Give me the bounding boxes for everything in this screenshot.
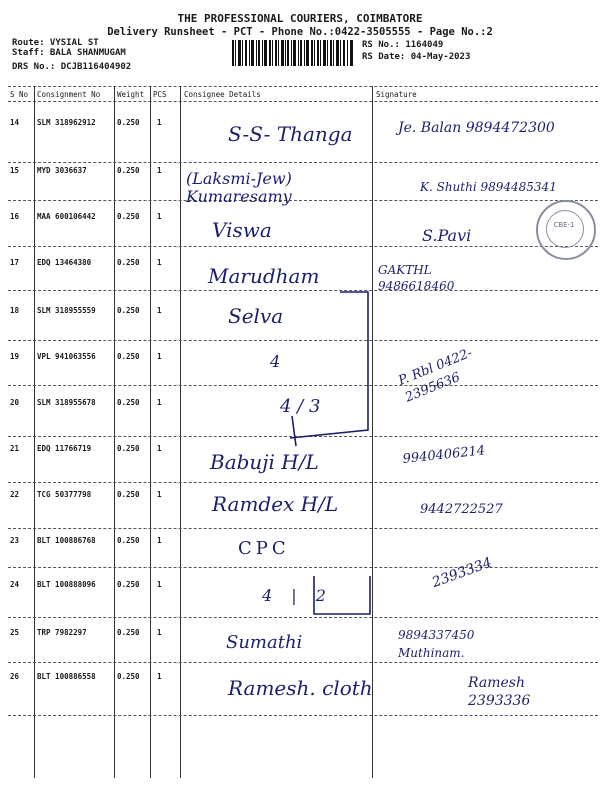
row-sno: 15 bbox=[10, 166, 20, 175]
handwritten-bracket-mark bbox=[300, 570, 380, 620]
row-weight: 0.250 bbox=[117, 352, 140, 361]
row-pcs: 1 bbox=[157, 352, 162, 361]
column-divider bbox=[180, 86, 181, 778]
row-consignee-handwritten: Marudham bbox=[208, 264, 320, 288]
row-weight: 0.250 bbox=[117, 444, 140, 453]
row-pcs: 1 bbox=[157, 212, 162, 221]
column-header-signature: Signature bbox=[376, 90, 417, 99]
row-sno: 24 bbox=[10, 580, 20, 589]
row-weight: 0.250 bbox=[117, 118, 140, 127]
column-divider bbox=[150, 86, 151, 778]
row-weight: 0.250 bbox=[117, 490, 140, 499]
column-divider bbox=[34, 86, 35, 778]
row-weight: 0.250 bbox=[117, 628, 140, 637]
route-label: Route: VYSIAL ST bbox=[12, 38, 99, 48]
row-consignment: MAA 600106442 bbox=[37, 212, 96, 221]
row-signature: S.Pavi bbox=[422, 226, 472, 245]
row-weight: 0.250 bbox=[117, 672, 140, 681]
row-weight: 0.250 bbox=[117, 398, 140, 407]
row-consignee-handwritten: Sumathi bbox=[226, 632, 303, 653]
row-consignee-handwritten: Viswa bbox=[212, 218, 272, 242]
row-consignee-handwritten: Selva bbox=[228, 304, 284, 328]
row-consignment: BLT 100886558 bbox=[37, 672, 96, 681]
row-consignment: EDQ 11766719 bbox=[37, 444, 92, 453]
column-divider bbox=[114, 86, 115, 778]
row-weight: 0.250 bbox=[117, 580, 140, 589]
row-separator bbox=[8, 715, 598, 716]
row-pcs: 1 bbox=[157, 536, 162, 545]
row-sno: 14 bbox=[10, 118, 20, 127]
row-sno: 21 bbox=[10, 444, 20, 453]
row-signature: GAKTHL 9486618460 bbox=[378, 263, 455, 293]
row-sno: 26 bbox=[10, 672, 20, 681]
row-signature: Ramesh 2393336 bbox=[468, 675, 531, 709]
row-pcs: 1 bbox=[157, 166, 162, 175]
drs-number: DRS No.: DCJB116404902 bbox=[12, 62, 132, 72]
row-separator bbox=[8, 528, 598, 529]
row-separator bbox=[8, 482, 598, 483]
row-consignee-handwritten: Ramdex H/L bbox=[212, 492, 339, 516]
row-consignment: BLT 100888096 bbox=[37, 580, 96, 589]
row-consignee-handwritten: S-S- Thanga bbox=[228, 122, 353, 146]
row-consignment: SLM 318962912 bbox=[37, 118, 96, 127]
row-weight: 0.250 bbox=[117, 166, 140, 175]
row-pcs: 1 bbox=[157, 118, 162, 127]
handwritten-bracket-mark bbox=[270, 280, 390, 450]
row-pcs: 1 bbox=[157, 672, 162, 681]
row-signature: Je. Balan 9894472300 bbox=[398, 120, 555, 136]
row-separator bbox=[8, 246, 598, 247]
row-signature: 9940406214 bbox=[402, 443, 486, 467]
row-weight: 0.250 bbox=[117, 536, 140, 545]
column-header-consignee: Consignee Details bbox=[184, 90, 261, 99]
row-consignee-handwritten: 4 / 3 bbox=[280, 396, 321, 417]
row-sno: 17 bbox=[10, 258, 20, 267]
column-header-pcs: PCS bbox=[153, 90, 167, 99]
rs-date: RS Date: 04-May-2023 bbox=[362, 52, 471, 62]
stamp-text: CBE-1 bbox=[553, 221, 575, 229]
row-separator bbox=[8, 662, 598, 663]
rs-number: RS No.: 1164049 bbox=[362, 40, 444, 50]
row-signature: K. Shuthi 9894485341 bbox=[420, 180, 557, 194]
row-consignee-handwritten: 4 | 2 bbox=[262, 586, 326, 605]
row-consignee-handwritten: 4 bbox=[270, 352, 281, 371]
row-consignment: BLT 100886768 bbox=[37, 536, 96, 545]
row-weight: 0.250 bbox=[117, 258, 140, 267]
barcode-image bbox=[232, 40, 354, 66]
row-sno: 22 bbox=[10, 490, 20, 499]
column-header-consignment: Consignment No bbox=[37, 90, 101, 99]
row-pcs: 1 bbox=[157, 258, 162, 267]
row-sno: 16 bbox=[10, 212, 20, 221]
row-pcs: 1 bbox=[157, 306, 162, 315]
row-weight: 0.250 bbox=[117, 306, 140, 315]
column-header-weight: Weight bbox=[117, 90, 145, 99]
row-sno: 18 bbox=[10, 306, 20, 315]
row-sno: 20 bbox=[10, 398, 20, 407]
document-title: THE PROFESSIONAL COURIERS, COIMBATORE bbox=[177, 12, 423, 25]
row-consignee-handwritten: Ramesh. cloth bbox=[228, 676, 373, 700]
staff-label: Staff: BALA SHANMUGAM bbox=[12, 48, 126, 58]
row-signature: 2393334 bbox=[430, 554, 495, 592]
row-sno: 19 bbox=[10, 352, 20, 361]
stamp-inner-ring bbox=[546, 210, 584, 248]
office-stamp bbox=[536, 200, 596, 260]
row-pcs: 1 bbox=[157, 398, 162, 407]
row-separator bbox=[8, 567, 598, 568]
row-consignment: TRP 7982297 bbox=[37, 628, 87, 637]
header-bottom-rule bbox=[8, 101, 598, 102]
document-subtitle: Delivery Runsheet - PCT - Phone No.:0422-3505555 - Page No.:2 bbox=[107, 26, 493, 38]
row-consignment: TCG 50377798 bbox=[37, 490, 92, 499]
row-consignment: VPL 941063556 bbox=[37, 352, 96, 361]
column-header-sno: S No bbox=[10, 90, 29, 99]
row-weight: 0.250 bbox=[117, 212, 140, 221]
row-signature: P. Rbl 0422-2395636 bbox=[396, 345, 475, 406]
row-pcs: 1 bbox=[157, 444, 162, 453]
row-pcs: 1 bbox=[157, 490, 162, 499]
row-consignment: SLM 318955559 bbox=[37, 306, 96, 315]
row-consignment: MYD 3036637 bbox=[37, 166, 87, 175]
row-signature: 9442722527 bbox=[420, 502, 503, 517]
row-sno: 23 bbox=[10, 536, 20, 545]
row-separator bbox=[8, 162, 598, 163]
row-pcs: 1 bbox=[157, 628, 162, 637]
row-signature: 9894337450 Muthinam. bbox=[398, 628, 475, 660]
row-pcs: 1 bbox=[157, 580, 162, 589]
row-sno: 25 bbox=[10, 628, 20, 637]
row-consignee-handwritten: Babuji H/L bbox=[210, 450, 319, 474]
table-top-rule bbox=[8, 86, 598, 87]
row-consignee-handwritten: CPC bbox=[238, 538, 290, 559]
row-consignment: EDQ 13464380 bbox=[37, 258, 92, 267]
row-consignee-handwritten: (Laksmi-Jew) Kumaresamy bbox=[186, 169, 292, 206]
row-consignment: SLM 318955678 bbox=[37, 398, 96, 407]
